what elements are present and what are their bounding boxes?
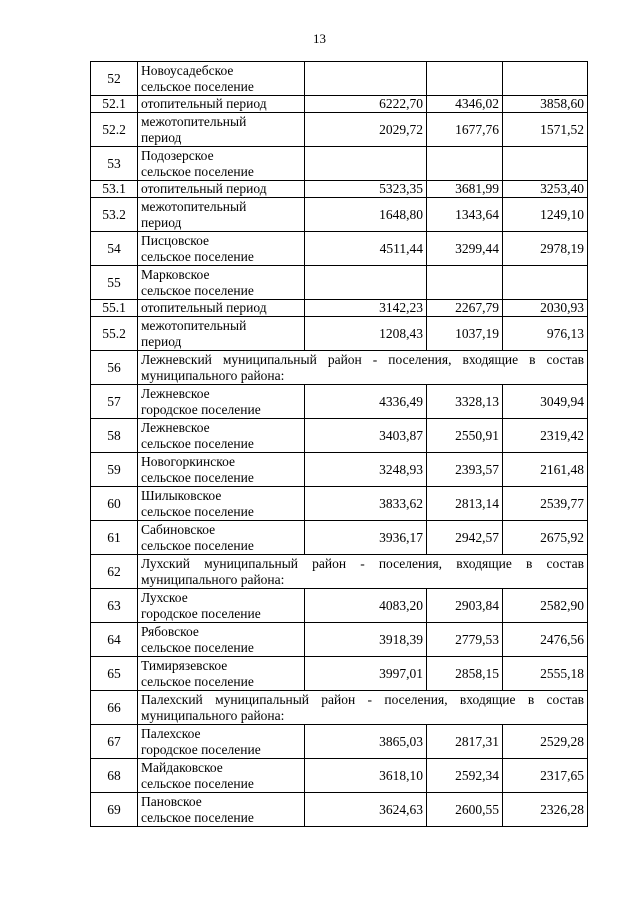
settlement-name-line: сельское поселение [141, 282, 254, 298]
row-number: 65 [91, 657, 138, 691]
settlement-name [138, 113, 305, 147]
row-number: 67 [91, 725, 138, 759]
settlement-name [138, 521, 305, 555]
value-col-2 [427, 62, 503, 96]
value-col-3: 1249,10 [503, 198, 588, 232]
district-heading: Лухский муниципальный район - поселения, входящие в состав муниципального района: [138, 555, 588, 589]
value-col-2: 1343,64 [427, 198, 503, 232]
value-col-3 [503, 266, 588, 300]
settlement-name [138, 725, 305, 759]
table-row [91, 521, 588, 555]
settlement-name-line: Палехское [141, 726, 201, 741]
table-row [91, 351, 588, 385]
value-col-2: 3328,13 [427, 385, 503, 419]
value-col-1: 3618,10 [305, 759, 427, 793]
value-col-2: 2817,31 [427, 725, 503, 759]
value-col-3: 2319,42 [503, 419, 588, 453]
value-col-1: 4336,49 [305, 385, 427, 419]
table-row [91, 300, 588, 317]
table-row [91, 198, 588, 232]
value-col-3: 2582,90 [503, 589, 588, 623]
value-col-3: 2161,48 [503, 453, 588, 487]
settlement-name [138, 419, 305, 453]
table-row [91, 657, 588, 691]
settlement-name-line: Писцовское [141, 233, 210, 248]
tariff-table [90, 61, 588, 827]
value-col-1: 3865,03 [305, 725, 427, 759]
settlement-name-line: межотопительный [141, 199, 247, 214]
value-col-3 [503, 147, 588, 181]
value-col-1 [305, 62, 427, 96]
value-col-3: 976,13 [503, 317, 588, 351]
value-col-2: 2779,53 [427, 623, 503, 657]
value-col-1: 6222,70 [305, 96, 427, 113]
value-col-1: 4083,20 [305, 589, 427, 623]
table-row [91, 691, 588, 725]
value-col-2: 3681,99 [427, 181, 503, 198]
settlement-name-line: сельское поселение [141, 639, 254, 655]
value-col-1: 3403,87 [305, 419, 427, 453]
table-row [91, 793, 588, 827]
value-col-1: 1208,43 [305, 317, 427, 351]
settlement-name [138, 147, 305, 181]
value-col-1: 2029,72 [305, 113, 427, 147]
settlement-name [138, 793, 305, 827]
row-number: 63 [91, 589, 138, 623]
value-col-1: 5323,35 [305, 181, 427, 198]
row-number: 56 [91, 351, 138, 385]
value-col-1: 3997,01 [305, 657, 427, 691]
value-col-3: 2326,28 [503, 793, 588, 827]
value-col-2: 1677,76 [427, 113, 503, 147]
settlement-name-line: Новоусадебское [141, 63, 234, 78]
settlement-name [138, 317, 305, 351]
settlement-name-line: сельское поселение [141, 503, 254, 519]
value-col-2: 2942,57 [427, 521, 503, 555]
table-row [91, 589, 588, 623]
value-col-1: 3833,62 [305, 487, 427, 521]
row-number: 53.2 [91, 198, 138, 232]
settlement-name-line: отопительный период [141, 181, 267, 197]
row-number: 54 [91, 232, 138, 266]
settlement-name-line: сельское поселение [141, 469, 254, 485]
value-col-3: 1571,52 [503, 113, 588, 147]
settlement-name-line: сельское поселение [141, 673, 254, 689]
value-col-2: 2550,91 [427, 419, 503, 453]
table-row [91, 232, 588, 266]
value-col-1: 3624,63 [305, 793, 427, 827]
table-row [91, 555, 588, 589]
settlement-name-line: период [141, 129, 182, 145]
settlement-name [138, 266, 305, 300]
settlement-name-line: Рябовское [141, 624, 199, 639]
settlement-name-line: сельское поселение [141, 163, 254, 179]
value-col-2: 2600,55 [427, 793, 503, 827]
table-row [91, 113, 588, 147]
settlement-name-line: Тимирязевское [141, 658, 228, 673]
settlement-name [138, 62, 305, 96]
settlement-name-line: сельское поселение [141, 435, 254, 451]
value-col-2: 2267,79 [427, 300, 503, 317]
value-col-1: 3936,17 [305, 521, 427, 555]
table-row [91, 317, 588, 351]
value-col-2: 3299,44 [427, 232, 503, 266]
value-col-1: 4511,44 [305, 232, 427, 266]
value-col-2 [427, 266, 503, 300]
row-number: 66 [91, 691, 138, 725]
settlement-name-line: сельское поселение [141, 78, 254, 94]
value-col-1: 1648,80 [305, 198, 427, 232]
table-row [91, 147, 588, 181]
settlement-name-line: период [141, 333, 182, 349]
settlement-name [138, 96, 305, 113]
settlement-name [138, 198, 305, 232]
row-number: 69 [91, 793, 138, 827]
table-body [91, 62, 588, 827]
value-col-3: 3049,94 [503, 385, 588, 419]
settlement-name-line: городское поселение [141, 605, 261, 621]
settlement-name [138, 487, 305, 521]
row-number: 60 [91, 487, 138, 521]
value-col-3: 2539,77 [503, 487, 588, 521]
settlement-name-line: Майдаковское [141, 760, 223, 775]
settlement-name-line: Новогоркинское [141, 454, 236, 469]
table-row [91, 725, 588, 759]
settlement-name-line: Шилыковское [141, 488, 222, 503]
settlement-name [138, 623, 305, 657]
row-number: 57 [91, 385, 138, 419]
value-col-3: 3253,40 [503, 181, 588, 198]
settlement-name [138, 589, 305, 623]
table-row [91, 487, 588, 521]
row-number: 53 [91, 147, 138, 181]
value-col-3: 2317,65 [503, 759, 588, 793]
row-number: 52 [91, 62, 138, 96]
value-col-1 [305, 147, 427, 181]
settlement-name-line: период [141, 214, 182, 230]
row-number: 52.2 [91, 113, 138, 147]
row-number: 55 [91, 266, 138, 300]
settlement-name-line: межотопительный [141, 114, 247, 129]
row-number: 52.1 [91, 96, 138, 113]
value-col-2: 2903,84 [427, 589, 503, 623]
table-row [91, 96, 588, 113]
row-number: 55.2 [91, 317, 138, 351]
settlement-name-line: Подозерское [141, 148, 214, 163]
settlement-name-line: Лухское [141, 590, 188, 605]
table-row [91, 419, 588, 453]
settlement-name-line: отопительный период [141, 96, 267, 112]
value-col-2: 2858,15 [427, 657, 503, 691]
table-row [91, 266, 588, 300]
settlement-name [138, 453, 305, 487]
row-number: 59 [91, 453, 138, 487]
value-col-3: 2978,19 [503, 232, 588, 266]
settlement-name-line: Сабиновское [141, 522, 216, 537]
settlement-name-line: отопительный период [141, 300, 267, 316]
settlement-name [138, 181, 305, 198]
value-col-2: 2393,57 [427, 453, 503, 487]
row-number: 53.1 [91, 181, 138, 198]
value-col-1: 3918,39 [305, 623, 427, 657]
settlement-name-line: городское поселение [141, 741, 261, 757]
settlement-name-line: сельское поселение [141, 775, 254, 791]
value-col-1: 3142,23 [305, 300, 427, 317]
settlement-name [138, 759, 305, 793]
value-col-2: 1037,19 [427, 317, 503, 351]
table-row [91, 453, 588, 487]
settlement-name-line: сельское поселение [141, 809, 254, 825]
table-row [91, 623, 588, 657]
value-col-3: 2030,93 [503, 300, 588, 317]
district-heading: Лежневский муниципальный район - поселения, входящие в состав муниципального района: [138, 351, 588, 385]
row-number: 64 [91, 623, 138, 657]
settlement-name-line: городское поселение [141, 401, 261, 417]
settlement-name-line: сельское поселение [141, 248, 254, 264]
table-row [91, 62, 588, 96]
value-col-2: 4346,02 [427, 96, 503, 113]
table-row [91, 759, 588, 793]
row-number: 62 [91, 555, 138, 589]
district-heading: Палехский муниципальный район - поселения, входящие в состав муниципального района: [138, 691, 588, 725]
value-col-3: 2675,92 [503, 521, 588, 555]
value-col-2 [427, 147, 503, 181]
value-col-3 [503, 62, 588, 96]
row-number: 55.1 [91, 300, 138, 317]
settlement-name-line: Лежневское [141, 386, 210, 401]
row-number: 61 [91, 521, 138, 555]
table-row [91, 385, 588, 419]
settlement-name [138, 385, 305, 419]
settlement-name-line: Марковское [141, 267, 210, 282]
value-col-2: 2813,14 [427, 487, 503, 521]
table-row [91, 181, 588, 198]
row-number: 68 [91, 759, 138, 793]
value-col-3: 2529,28 [503, 725, 588, 759]
value-col-3: 3858,60 [503, 96, 588, 113]
settlement-name [138, 232, 305, 266]
value-col-2: 2592,34 [427, 759, 503, 793]
value-col-3: 2555,18 [503, 657, 588, 691]
value-col-1: 3248,93 [305, 453, 427, 487]
settlement-name [138, 300, 305, 317]
settlement-name [138, 657, 305, 691]
settlement-name-line: межотопительный [141, 318, 247, 333]
page-number: 13 [313, 31, 326, 46]
value-col-1 [305, 266, 427, 300]
settlement-name-line: Лежневское [141, 420, 210, 435]
row-number: 58 [91, 419, 138, 453]
value-col-3: 2476,56 [503, 623, 588, 657]
settlement-name-line: сельское поселение [141, 537, 254, 553]
settlement-name-line: Пановское [141, 794, 202, 809]
